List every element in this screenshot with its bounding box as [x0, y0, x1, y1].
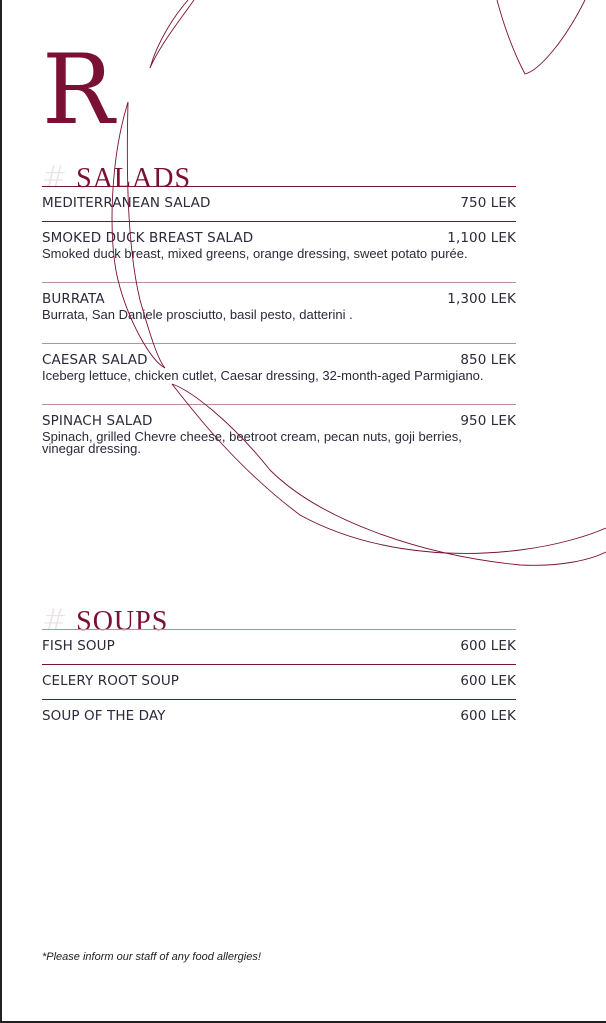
- list-item: [42, 221, 516, 260]
- hash-icon: #: [42, 603, 69, 638]
- item-price: 600 LEK: [460, 673, 516, 689]
- item-price: 750 LEK: [460, 195, 516, 211]
- item-name: CELERY ROOT SOUP: [42, 673, 180, 689]
- item-price: 950 LEK: [460, 413, 516, 429]
- list-item: [42, 629, 516, 654]
- item-name: CAESAR SALAD: [42, 352, 148, 368]
- item-name: SPINACH SALAD: [42, 413, 153, 429]
- item-price: 1,100 LEK: [447, 230, 516, 246]
- item-name: MEDITERRANEAN SALAD: [42, 195, 211, 211]
- item-name: SMOKED DUCK BREAST SALAD: [42, 230, 254, 246]
- list-item: [42, 343, 516, 382]
- item-price: 600 LEK: [460, 638, 516, 654]
- item-description: Smoked duck breast, mixed greens, orange dressing, sweet potato purée.: [42, 246, 468, 261]
- item-description: Spinach, grilled Chevre cheese, beetroot cream, pecan nuts, goji berries, vinegar dressing.: [42, 429, 462, 456]
- restaurant-logo: R: [42, 34, 113, 146]
- item-description: Iceberg lettuce, chicken cutlet, Caesar dressing, 32-month-aged Parmigiano.: [42, 368, 484, 383]
- list-item: [42, 699, 516, 724]
- item-name: BURRATA: [42, 291, 105, 307]
- soups-title: SOUPS: [76, 606, 169, 637]
- list-item: [42, 664, 516, 689]
- item-price: 850 LEK: [460, 352, 516, 368]
- list-item: [42, 404, 516, 455]
- list-item: [42, 282, 516, 321]
- item-price: 600 LEK: [460, 708, 516, 724]
- salads-title: SALADS: [76, 163, 192, 194]
- item-price: 1,300 LEK: [447, 291, 516, 307]
- hash-icon: #: [42, 160, 69, 195]
- item-name: FISH SOUP: [42, 638, 115, 654]
- item-name: SOUP OF THE DAY: [42, 708, 166, 724]
- list-item: [42, 186, 516, 211]
- item-description: Burrata, San Daniele prosciutto, basil pesto, datterini .: [42, 307, 353, 322]
- allergy-note: *Please inform our staff of any food allergies!: [42, 951, 261, 963]
